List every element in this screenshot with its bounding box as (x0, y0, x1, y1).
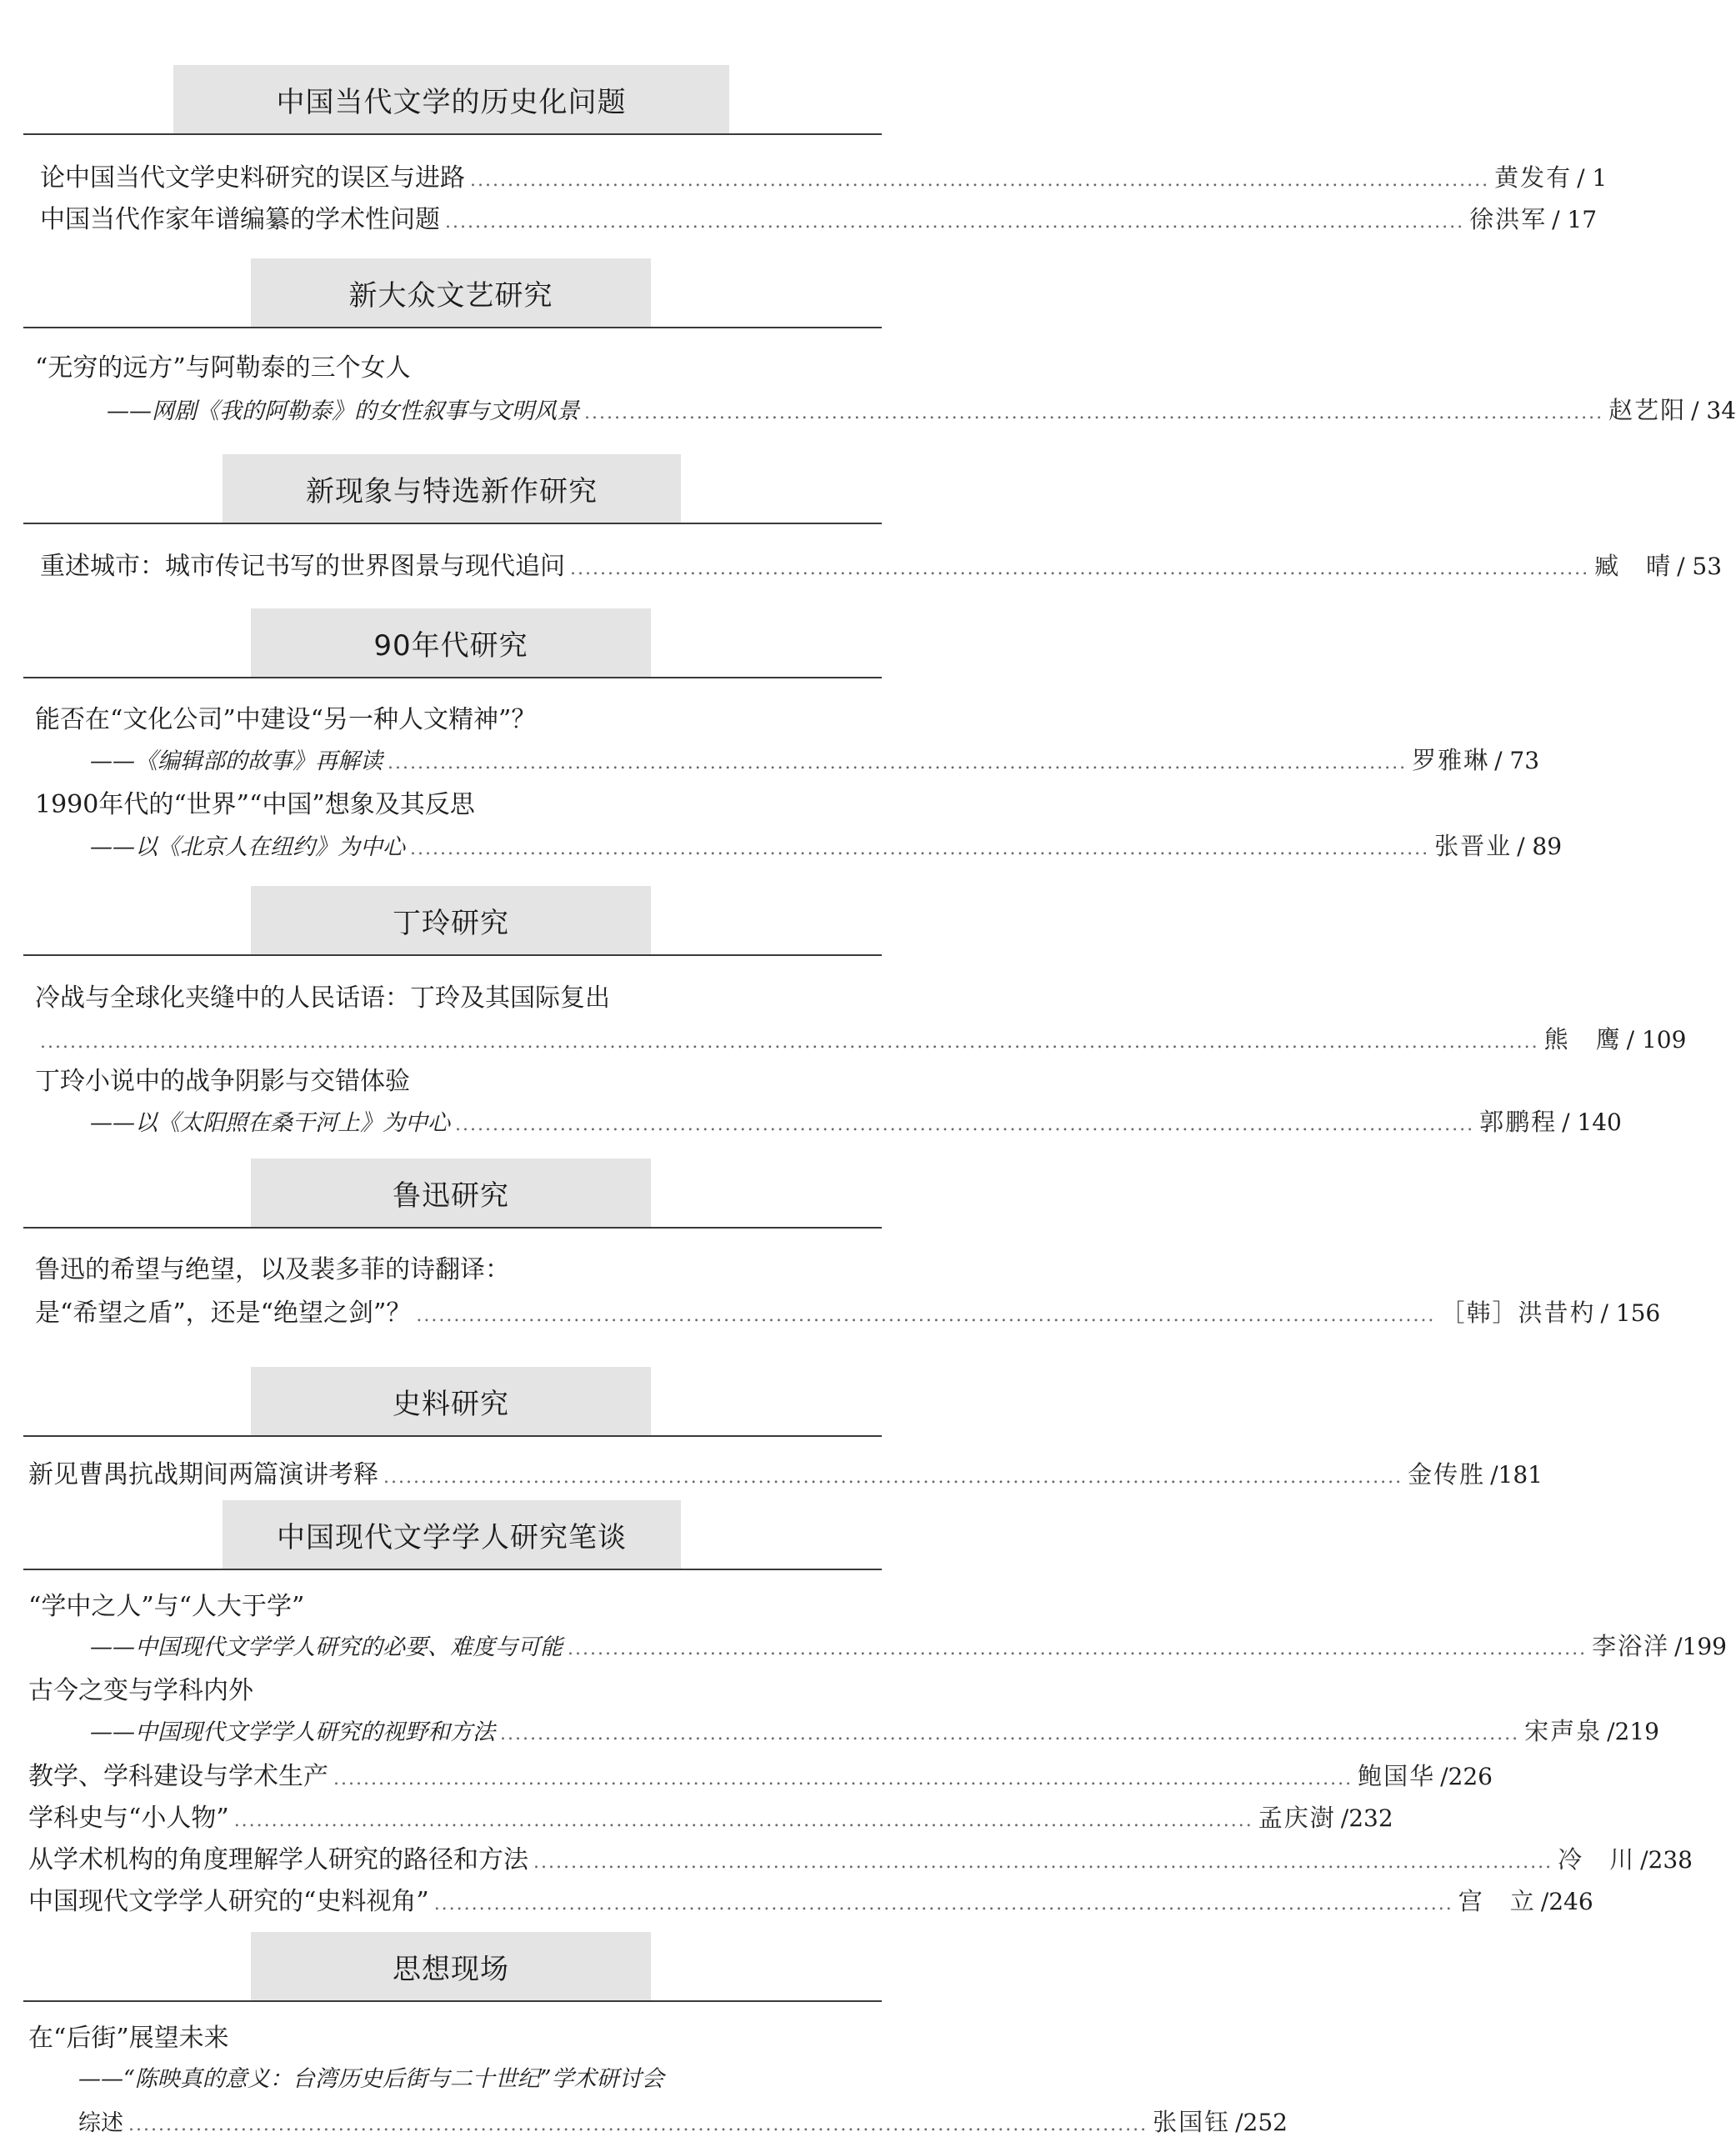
entry-subtitle-cont: 综述 (78, 2110, 123, 2136)
section-rule (23, 677, 882, 678)
leader-dots: ........................................................................................................................................ (584, 403, 1604, 423)
entry-title[interactable]: “学中之人”与“人大于学” (28, 1592, 305, 1621)
entry-author: 孟庆澍 (1258, 1804, 1336, 1832)
section-rule (23, 1435, 882, 1437)
leader-dots: ........................................................................................................................................ (233, 1810, 1253, 1831)
leader-dots: ........................................................................................................................................................................................................ (40, 1032, 1539, 1053)
entry-author: 张国钰 (1153, 2108, 1231, 2136)
section-heading: 90年代研究 (251, 608, 651, 677)
entry-author: 熊 鹰 (1543, 1025, 1622, 1053)
entry-author: 冷 川 (1558, 1845, 1636, 1874)
section-rule (23, 1569, 882, 1570)
entry-title: 论中国当代文学史料研究的误区与进路 (40, 163, 465, 193)
section-heading: 丁玲研究 (251, 886, 651, 954)
section-heading: 中国现代文学学人研究笔谈 (223, 1500, 681, 1569)
entry-page: /252 (1235, 2109, 1288, 2136)
entry-author: 张晋业 (1434, 832, 1513, 860)
leader-dots: ........................................................................................................................................ (410, 838, 1430, 859)
entry-subtitle: ——“陈映真的意义：台湾历史后街与二十世纪”学术研讨会 (78, 2066, 664, 2092)
section-rule (23, 133, 882, 135)
toc-entry[interactable] (40, 545, 1723, 583)
entry-page: / 73 (1494, 747, 1540, 774)
section-heading: 新现象与特选新作研究 (223, 454, 681, 523)
section-rule (23, 523, 882, 524)
entry-page: / 140 (1562, 1109, 1622, 1136)
entry-page: /226 (1440, 1763, 1493, 1790)
entry-title: 教学、学科建设与学术生产 (28, 1762, 328, 1791)
entry-title: 中国现代文学学人研究的“史料视角” (28, 1887, 429, 1916)
toc-entry[interactable] (90, 1713, 1659, 1751)
entry-page: /219 (1607, 1718, 1659, 1745)
entry-author: 郭鹏程 (1479, 1108, 1558, 1136)
entry-author: 赵艺阳 (1608, 396, 1687, 424)
entry-title-cont: 是“希望之盾”，还是“绝望之剑”？ (35, 1299, 412, 1328)
leader-dots: ........................................................................................................................................ (470, 170, 1490, 191)
section-rule (23, 2000, 882, 2002)
entry-subtitle: ——网剧《我的阿勒泰》的女性叙事与文明风景 (107, 398, 579, 424)
leader-dots: ........................................................................................................................................ (455, 1114, 1475, 1135)
leader-dots: ........................................................................................................................................ (433, 1894, 1453, 1914)
leader-dots: ........................................................................................................................................ (570, 558, 1590, 579)
toc-entry[interactable] (78, 2104, 1288, 2142)
leader-dots: ........................................................................................................................................ (568, 1639, 1588, 1659)
section-heading: 新大众文艺研究 (251, 258, 651, 327)
entry-subtitle: ——以《北京人在纽约》为中心 (90, 834, 405, 860)
entry-author: 李浴洋 (1592, 1632, 1670, 1660)
leader-dots: ........................................................................................................................................ (383, 1467, 1403, 1488)
entry-title[interactable]: 能否在“文化公司”中建设“另一种人文精神”？ (35, 705, 537, 734)
leader-dots: ........................................................................................................................................ (128, 2114, 1148, 2135)
leader-dots: ........................................................................................................................................ (500, 1724, 1520, 1744)
section-heading: 史料研究 (251, 1367, 651, 1435)
section-heading: 思想现场 (251, 1932, 651, 2000)
entry-page: /232 (1340, 1804, 1393, 1832)
toc-entry[interactable] (90, 1104, 1622, 1142)
leader-dots: ........................................................................................................................................ (416, 1305, 1436, 1326)
entry-subtitle: ——中国现代文学学人研究的视野和方法 (90, 1719, 495, 1745)
section-heading: 中国当代文学的历史化问题 (173, 65, 729, 133)
section-rule (23, 1227, 882, 1229)
leader-dots: ........................................................................................................................................ (533, 1852, 1553, 1873)
entry-page: /199 (1674, 1633, 1727, 1660)
entry-page: / 34 (1691, 397, 1736, 424)
toc-entry[interactable] (28, 1454, 1543, 1492)
toc-entry[interactable] (40, 1021, 1687, 1059)
entry-title: 学科史与“小人物” (28, 1804, 229, 1833)
section-rule (23, 327, 882, 328)
entry-title[interactable]: 丁玲小说中的战争阴影与交错体验 (35, 1067, 410, 1096)
entry-author: 金传胜 (1408, 1460, 1486, 1489)
section-heading: 鲁迅研究 (251, 1159, 651, 1227)
entry-title[interactable]: 在“后街”展望未来 (28, 2024, 229, 2053)
leader-dots: ........................................................................................................................................ (388, 753, 1408, 773)
toc-entry[interactable] (28, 1839, 1693, 1877)
entry-subtitle: ——中国现代文学学人研究的必要、难度与可能 (90, 1634, 563, 1660)
entry-page: /246 (1540, 1888, 1593, 1915)
toc-entry[interactable] (28, 1880, 1593, 1919)
leader-dots: ........................................................................................................................................ (445, 212, 1465, 233)
entry-subtitle: ——《编辑部的故事》再解读 (90, 748, 383, 774)
toc-entry[interactable] (28, 1797, 1393, 1835)
entry-title[interactable]: 1990年代的“世界”“中国”想象及其反思 (35, 790, 475, 819)
entry-page: / 156 (1600, 1299, 1661, 1327)
entry-author: ［韩］洪昔杓 (1440, 1299, 1596, 1327)
entry-page: / 109 (1626, 1026, 1687, 1053)
entry-author: 罗雅琳 (1412, 746, 1490, 774)
entry-author: 宋声泉 (1524, 1717, 1603, 1745)
entry-author: 鲍国华 (1358, 1762, 1436, 1790)
entry-title[interactable]: 古今之变与学科内外 (28, 1676, 253, 1705)
entry-title[interactable]: 冷战与全球化夹缝中的人民话语：丁玲及其国际复出 (35, 983, 610, 1013)
section-rule (23, 954, 882, 956)
entry-title: 从学术机构的角度理解学人研究的路径和方法 (28, 1845, 528, 1874)
entry-page: /181 (1490, 1461, 1543, 1489)
entry-page: / 53 (1677, 553, 1723, 580)
entry-author: 宫 立 (1458, 1887, 1536, 1915)
toc-entry[interactable] (90, 742, 1540, 780)
entry-title: 重述城市：城市传记书写的世界图景与现代追问 (40, 552, 565, 581)
entry-title[interactable]: 鲁迅的希望与绝望，以及裴多菲的诗翻译： (35, 1255, 510, 1284)
entry-author: 徐洪军 (1469, 205, 1548, 233)
entry-subtitle: ——以《太阳照在桑干河上》为中心 (90, 1110, 450, 1136)
toc-entry[interactable] (107, 392, 1736, 430)
toc-entry[interactable] (90, 1628, 1727, 1666)
leader-dots: ........................................................................................................................................ (333, 1769, 1353, 1789)
toc-entry[interactable] (40, 157, 1608, 195)
toc-entry[interactable] (28, 1755, 1493, 1794)
entry-title: 中国当代作家年谱编纂的学术性问题 (40, 205, 440, 234)
entry-author: 黄发有 (1494, 163, 1573, 192)
entry-page: / 89 (1517, 833, 1563, 860)
entry-title[interactable]: “无穷的远方”与阿勒泰的三个女人 (35, 353, 411, 383)
entry-author: 臧 晴 (1594, 552, 1673, 580)
entry-page: / 1 (1577, 164, 1608, 192)
toc-entry[interactable] (90, 828, 1563, 866)
entry-title: 新见曹禺抗战期间两篇演讲考释 (28, 1460, 378, 1489)
toc-entry[interactable] (35, 1292, 1661, 1330)
toc-entry[interactable] (40, 198, 1598, 237)
entry-page: /238 (1640, 1846, 1693, 1874)
entry-page: / 17 (1552, 206, 1598, 233)
